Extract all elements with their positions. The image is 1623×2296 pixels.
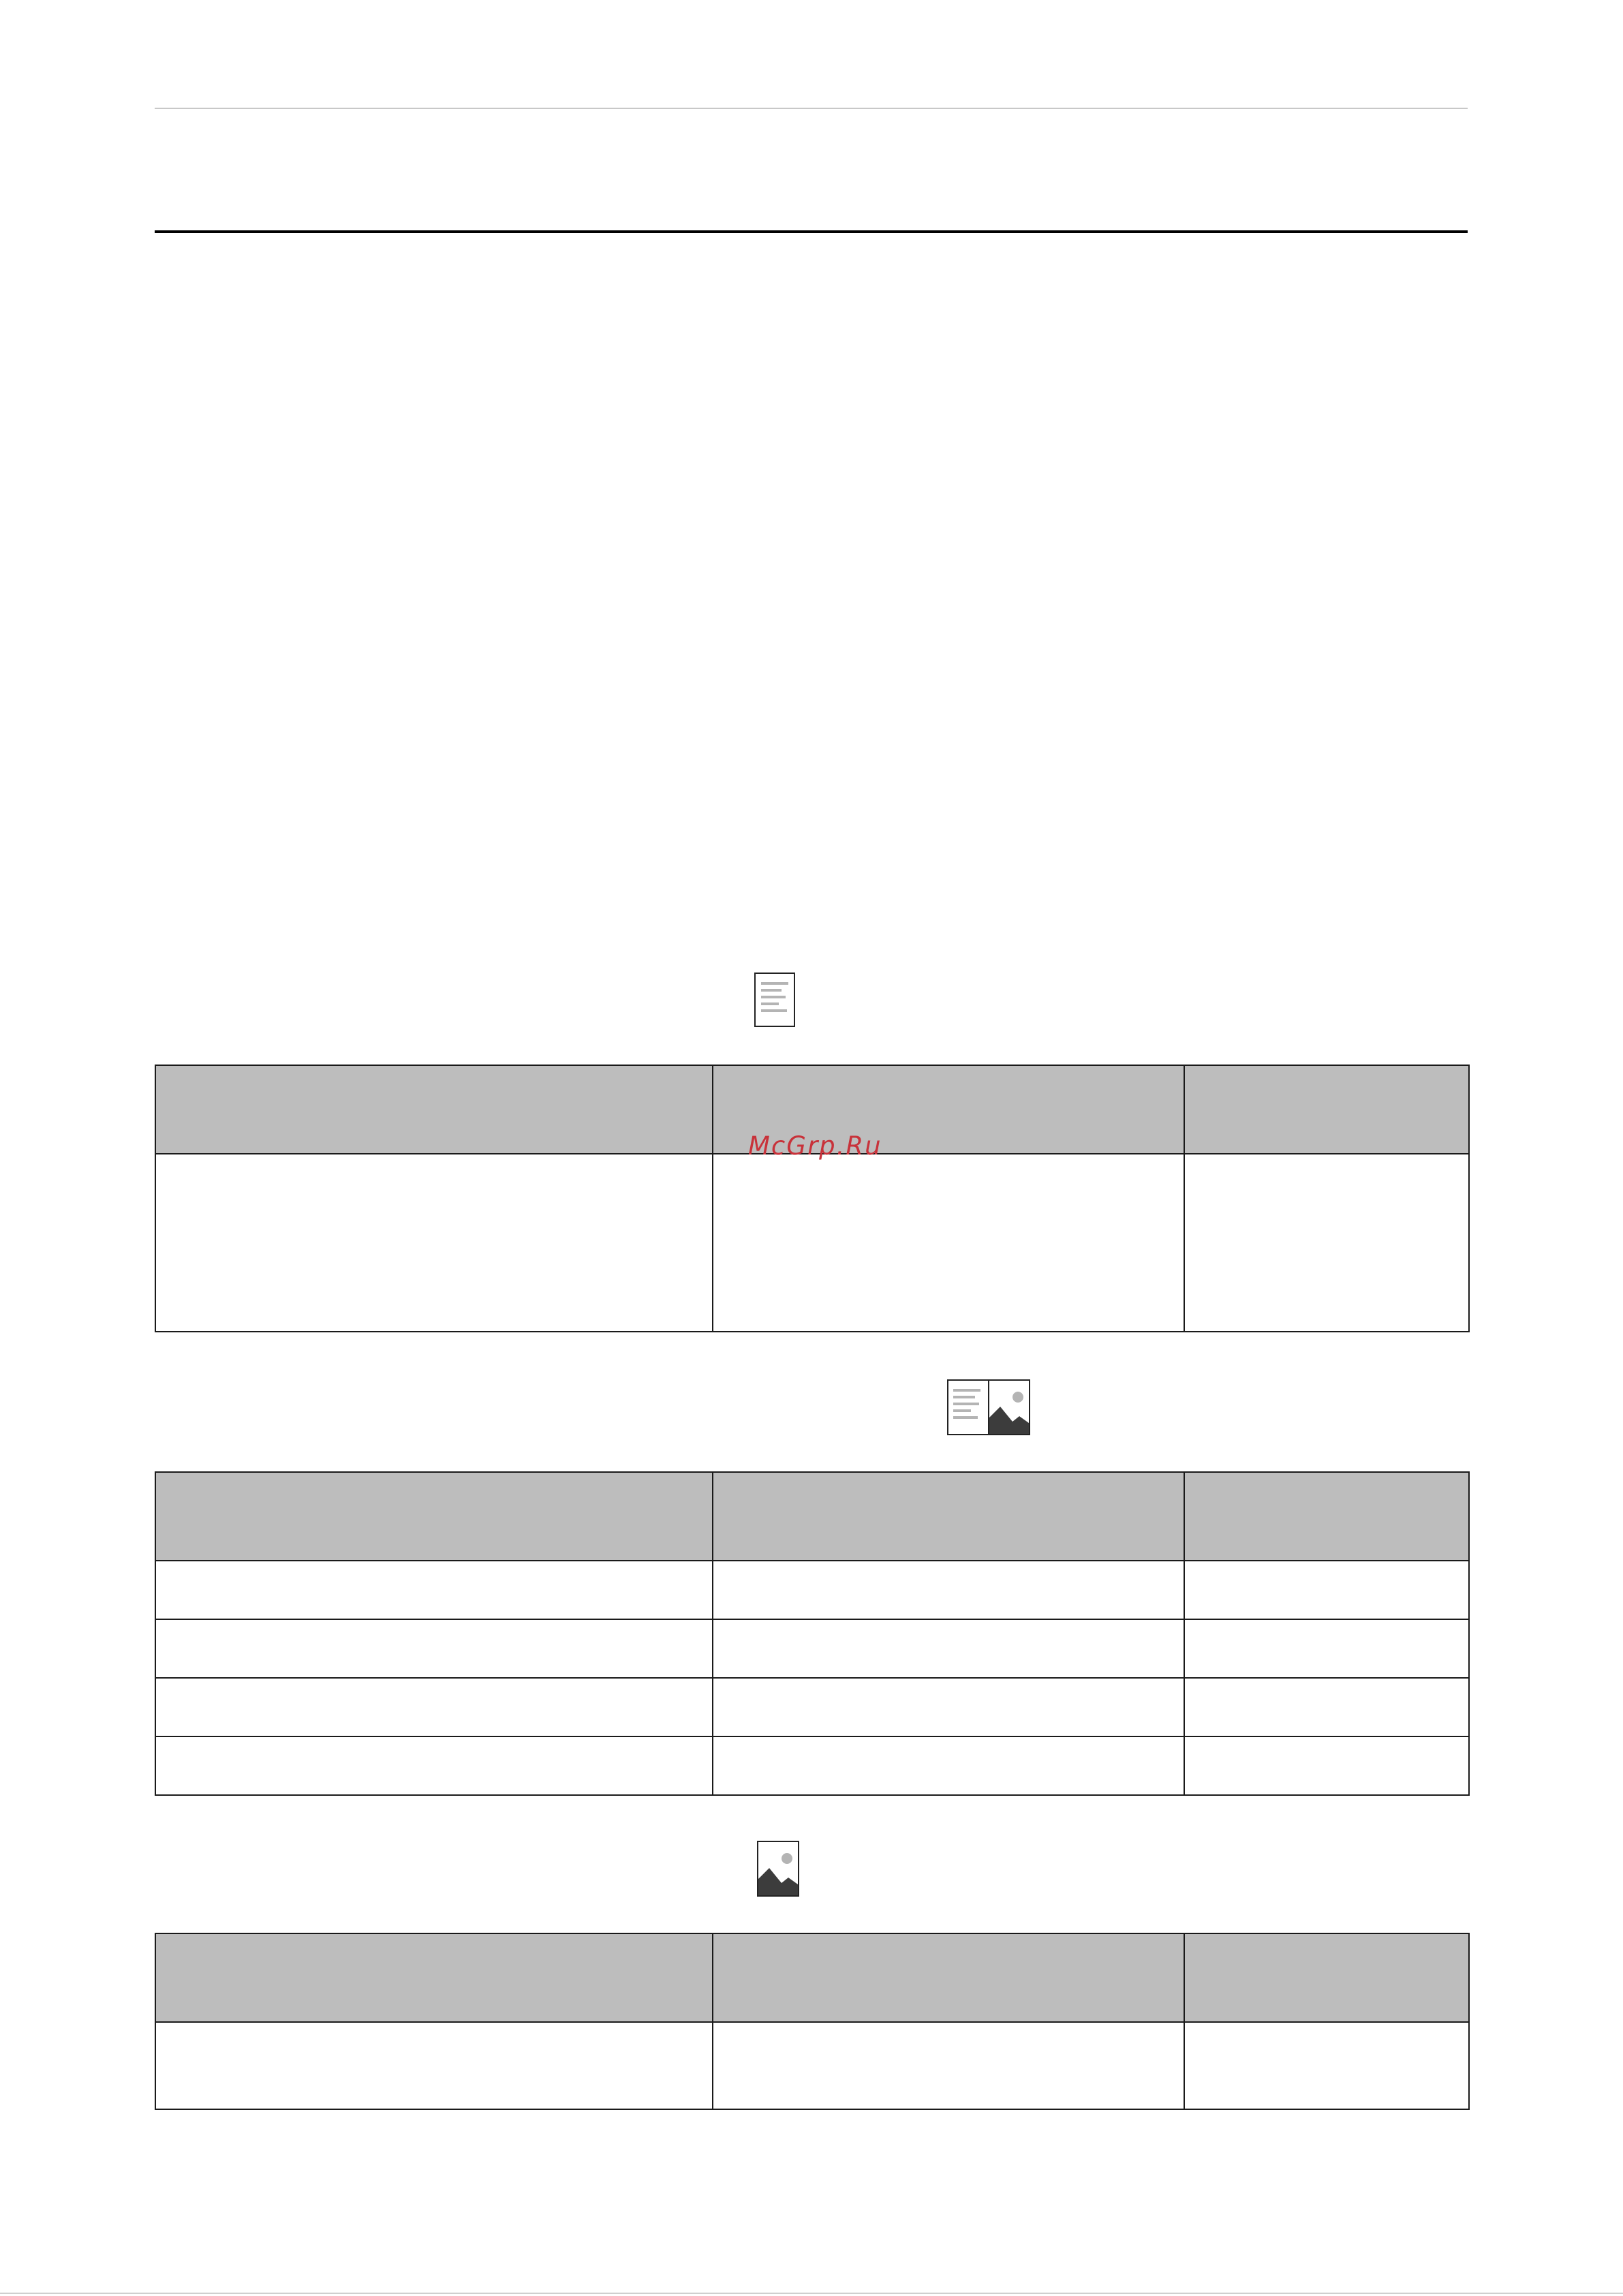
title-rule (155, 230, 1468, 233)
settings-table-text-photo (155, 1471, 1470, 1796)
settings-table-photo (155, 1933, 1470, 2110)
table-row (155, 1736, 1469, 1795)
table-cell (713, 1154, 1184, 1332)
table-cell (1184, 1619, 1469, 1678)
table-row (155, 1619, 1469, 1678)
watermark-text: McGrp.Ru (748, 1131, 882, 1161)
table-row (155, 1561, 1469, 1619)
table-cell (155, 1619, 713, 1678)
header-cell (1184, 1472, 1469, 1561)
table-cell (155, 1561, 713, 1619)
table-cell (713, 1736, 1184, 1795)
photo-document-icon (757, 1841, 799, 1897)
table-cell (155, 2022, 713, 2109)
text-document-icon (754, 973, 795, 1027)
table-row (155, 1678, 1469, 1736)
header-cell (155, 1933, 713, 2022)
table-cell (713, 2022, 1184, 2109)
page-bottom-rule (0, 2293, 1623, 2294)
table-cell (1184, 2022, 1469, 2109)
table-cell (1184, 1154, 1469, 1332)
table-cell (713, 1561, 1184, 1619)
table-row (155, 2022, 1469, 2109)
header-cell (155, 1472, 713, 1561)
text-and-photo-document-icon (947, 1379, 1030, 1435)
header-cell (713, 1933, 1184, 2022)
table-cell (713, 1678, 1184, 1736)
table-cell (1184, 1736, 1469, 1795)
table-cell (155, 1736, 713, 1795)
table-cell (1184, 1678, 1469, 1736)
table-cell (1184, 1561, 1469, 1619)
header-rule (155, 108, 1468, 109)
header-cell (1184, 1933, 1469, 2022)
table-cell (155, 1678, 713, 1736)
table-header-row (155, 1472, 1469, 1561)
header-cell (713, 1472, 1184, 1561)
table-cell (713, 1619, 1184, 1678)
settings-table-text (155, 1065, 1470, 1332)
header-cell (1184, 1065, 1469, 1154)
table-row (155, 1154, 1469, 1332)
table-cell (155, 1154, 713, 1332)
header-cell (155, 1065, 713, 1154)
table-header-row (155, 1933, 1469, 2022)
